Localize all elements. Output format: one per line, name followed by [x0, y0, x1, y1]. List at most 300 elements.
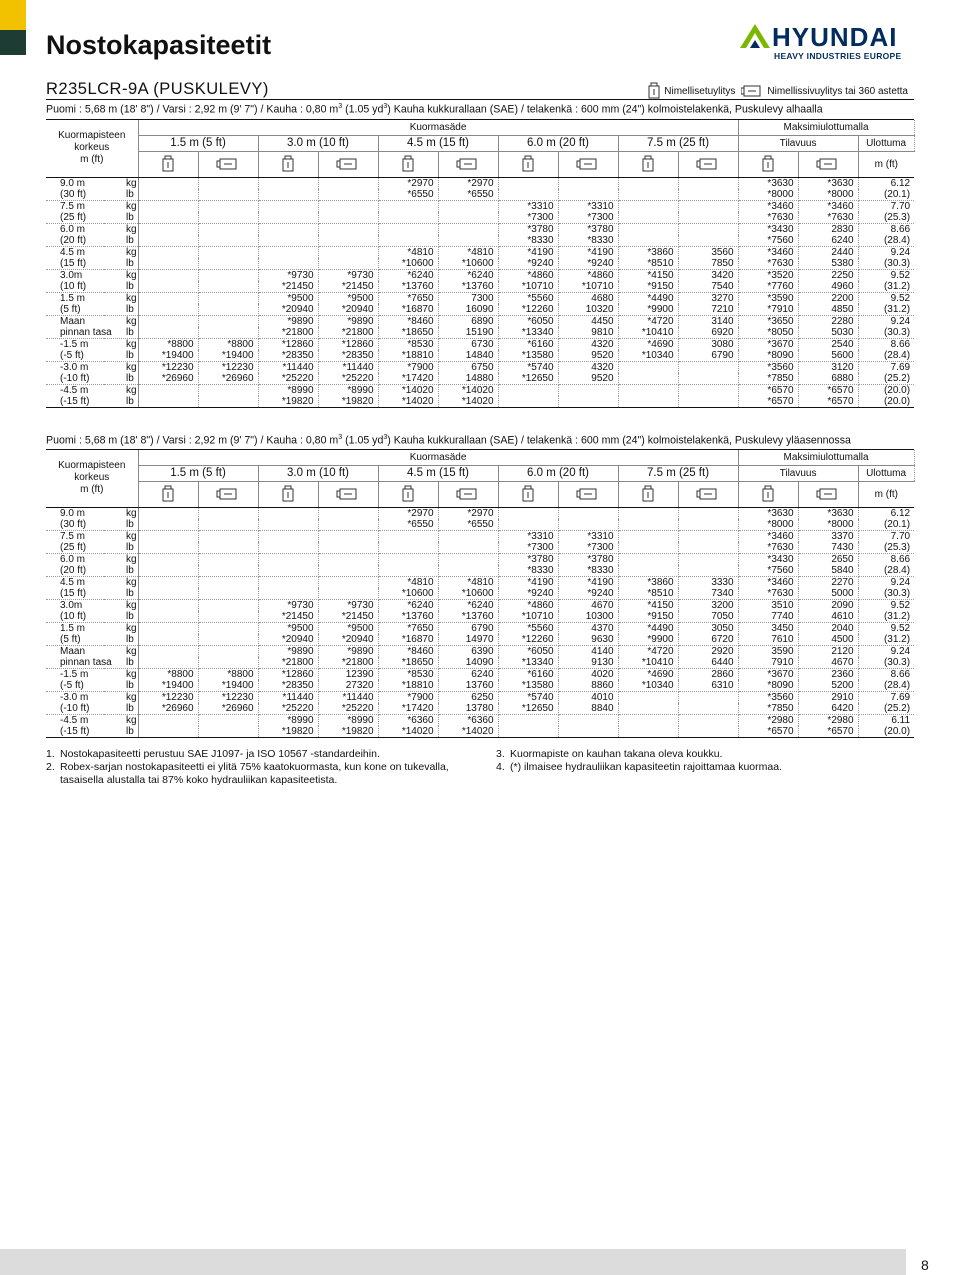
value-cell: [198, 726, 258, 738]
value-cell: 9810: [558, 327, 618, 339]
value-cell: *9500: [258, 622, 318, 634]
value-cell: *3460: [738, 530, 798, 542]
value-cell: *3780: [558, 223, 618, 235]
value-cell: *9900: [618, 634, 678, 646]
value-cell: [198, 622, 258, 634]
value-cell: *3590: [738, 292, 798, 304]
table-row: [46, 327, 914, 339]
radius-col-4: 6.0 m (20 ft): [498, 135, 618, 151]
value-cell: *19820: [318, 726, 378, 738]
value-cell: 2910: [798, 691, 858, 703]
value-cell: 8840: [558, 703, 618, 715]
value-cell: *4810: [438, 246, 498, 258]
value-cell: 4370: [558, 622, 618, 634]
value-cell: 14840: [438, 350, 498, 362]
value-cell: *8990: [258, 384, 318, 396]
value-cell: *28350: [258, 350, 318, 362]
value-cell: [138, 235, 198, 247]
value-cell: *9150: [618, 281, 678, 293]
height-cell: (25 ft): [46, 542, 104, 554]
unit-cell: kg: [104, 622, 138, 634]
value-cell: *6050: [498, 645, 558, 657]
value-cell: [198, 292, 258, 304]
height-cell: 3.0m: [60, 269, 83, 281]
value-cell: *6570: [738, 384, 798, 396]
value-cell: [678, 200, 738, 212]
value-cell: 9520: [558, 373, 618, 385]
value-cell: *6570: [738, 396, 798, 408]
value-cell: 4960: [798, 281, 858, 293]
table1-icon-row: [46, 151, 914, 177]
value-cell: *3630: [798, 507, 858, 519]
table-row: [46, 599, 914, 611]
value-cell: 7050: [678, 611, 738, 623]
value-cell: [198, 281, 258, 293]
value-cell: [138, 622, 198, 634]
value-cell: *7300: [498, 212, 558, 224]
value-cell: *8330: [498, 565, 558, 577]
value-cell: *4150: [618, 599, 678, 611]
value-cell: *14020: [378, 726, 438, 738]
value-cell: *25220: [318, 703, 378, 715]
value-cell: (25.3): [858, 212, 914, 224]
value-cell: 6790: [438, 622, 498, 634]
value-cell: *3630: [738, 177, 798, 189]
value-cell: [558, 396, 618, 408]
value-cell: *8990: [318, 714, 378, 726]
value-cell: [678, 553, 738, 565]
value-cell: 9520: [558, 350, 618, 362]
value-cell: *19400: [198, 350, 258, 362]
value-cell: *9890: [258, 645, 318, 657]
table-row: [46, 519, 914, 531]
radius-col-5: 7.5 m (25 ft): [618, 465, 738, 481]
value-cell: [618, 189, 678, 201]
value-cell: *6240: [438, 599, 498, 611]
value-cell: (20.0): [858, 396, 914, 408]
unit-cell: kg: [104, 246, 138, 258]
height-cell: (-5 ft): [46, 350, 104, 362]
value-cell: *7300: [558, 212, 618, 224]
height-cell: 4.5 m: [60, 576, 86, 588]
value-cell: 6250: [438, 691, 498, 703]
unit-cell: kg: [104, 338, 138, 350]
value-cell: [618, 396, 678, 408]
value-cell: *11440: [258, 361, 318, 373]
value-cell: *25220: [258, 373, 318, 385]
height-cell: -4.5 m: [60, 714, 89, 726]
value-cell: [138, 657, 198, 669]
value-cell: [618, 384, 678, 396]
value-cell: *7560: [738, 235, 798, 247]
value-cell: [378, 542, 438, 554]
height-header: Kuormapisteen korkeus m (ft): [46, 120, 138, 177]
value-cell: 8.66: [890, 338, 911, 350]
value-cell: *21450: [318, 611, 378, 623]
height-cell: (5 ft): [46, 304, 104, 316]
value-cell: *7650: [378, 292, 438, 304]
unit-cell: lb: [104, 396, 138, 408]
value-cell: *19400: [138, 350, 198, 362]
value-cell: *3430: [738, 223, 798, 235]
value-cell: *4810: [378, 576, 438, 588]
capacity-header: Tilavuus: [738, 135, 858, 151]
table-row: [46, 530, 914, 542]
value-cell: *9240: [558, 588, 618, 600]
value-cell: [198, 304, 258, 316]
reach-unit: m (ft): [858, 481, 914, 507]
value-cell: [138, 269, 198, 281]
value-cell: *4720: [618, 315, 678, 327]
value-cell: [258, 258, 318, 270]
value-cell: *3310: [498, 200, 558, 212]
height-cell: -3.0 m: [60, 361, 89, 373]
front-load-icon: [618, 151, 678, 177]
value-cell: [678, 542, 738, 554]
legend-side-label: Nimellissivuylitys tai 360 astetta: [767, 85, 908, 97]
unit-cell: kg: [104, 507, 138, 519]
value-cell: [678, 373, 738, 385]
value-cell: *3780: [558, 553, 618, 565]
value-cell: (30.3): [858, 258, 914, 270]
value-cell: 2540: [798, 338, 858, 350]
value-cell: *8800: [198, 668, 258, 680]
value-cell: 15190: [438, 327, 498, 339]
value-cell: [318, 588, 378, 600]
radius-col-4: 6.0 m (20 ft): [498, 465, 618, 481]
value-cell: *3310: [498, 530, 558, 542]
value-cell: [498, 396, 558, 408]
value-cell: *6550: [438, 189, 498, 201]
value-cell: *13580: [498, 680, 558, 692]
unit-cell: lb: [104, 189, 138, 201]
value-cell: 6.11: [891, 714, 911, 726]
value-cell: 16090: [438, 304, 498, 316]
load-radius-header: Kuormasäde: [138, 450, 738, 465]
value-cell: *8510: [618, 588, 678, 600]
value-cell: [378, 530, 438, 542]
value-cell: *6360: [438, 714, 498, 726]
value-cell: 7850: [678, 258, 738, 270]
value-cell: [618, 726, 678, 738]
unit-cell: lb: [104, 588, 138, 600]
value-cell: *5560: [498, 622, 558, 634]
value-cell: *8330: [558, 565, 618, 577]
value-cell: [618, 703, 678, 715]
value-cell: (31.2): [858, 611, 914, 623]
value-cell: 3120: [798, 361, 858, 373]
front-load-icon: [498, 481, 558, 507]
value-cell: *3780: [498, 553, 558, 565]
value-cell: *8000: [798, 189, 858, 201]
value-cell: 6310: [678, 680, 738, 692]
value-cell: *6160: [498, 668, 558, 680]
value-cell: [138, 565, 198, 577]
reach-header: Ulottuma: [858, 135, 914, 151]
table-row: [46, 622, 914, 634]
value-cell: [198, 235, 258, 247]
logo-wordmark: HYUNDAI: [772, 22, 898, 52]
table-row: [46, 565, 914, 577]
unit-cell: kg: [104, 668, 138, 680]
table-row: [46, 553, 914, 565]
value-cell: 5030: [798, 327, 858, 339]
value-cell: *18810: [378, 350, 438, 362]
value-cell: [138, 212, 198, 224]
value-cell: *3460: [738, 576, 798, 588]
unit-cell: kg: [104, 599, 138, 611]
value-cell: 27320: [318, 680, 378, 692]
value-cell: *6570: [738, 726, 798, 738]
value-cell: 2360: [798, 668, 858, 680]
unit-cell: lb: [104, 281, 138, 293]
value-cell: *3460: [798, 200, 858, 212]
unit-cell: kg: [104, 200, 138, 212]
value-cell: [138, 384, 198, 396]
value-cell: 9.24: [890, 645, 911, 657]
value-cell: [258, 246, 318, 258]
value-cell: *9150: [618, 611, 678, 623]
table-row: [46, 292, 914, 304]
value-cell: 5380: [798, 258, 858, 270]
unit-cell: lb: [104, 680, 138, 692]
table-row: [46, 338, 914, 350]
value-cell: [438, 235, 498, 247]
value-cell: [198, 258, 258, 270]
value-cell: [258, 212, 318, 224]
value-cell: [258, 576, 318, 588]
value-cell: *8990: [318, 384, 378, 396]
side-load-icon: [678, 481, 738, 507]
value-cell: (28.4): [858, 680, 914, 692]
value-cell: *12650: [498, 373, 558, 385]
value-cell: [678, 530, 738, 542]
value-cell: 2280: [798, 315, 858, 327]
value-cell: [378, 223, 438, 235]
value-cell: [258, 542, 318, 554]
value-cell: *10710: [498, 611, 558, 623]
value-cell: [618, 212, 678, 224]
value-cell: [138, 200, 198, 212]
unit-cell: lb: [104, 611, 138, 623]
value-cell: *12650: [498, 703, 558, 715]
value-cell: 7210: [678, 304, 738, 316]
value-cell: [378, 553, 438, 565]
unit-cell: lb: [104, 726, 138, 738]
table-row: [46, 223, 914, 235]
value-cell: 2830: [798, 223, 858, 235]
value-cell: (25.2): [858, 373, 914, 385]
value-cell: [318, 212, 378, 224]
height-cell: 7.5 m: [60, 530, 86, 542]
unit-cell: lb: [104, 519, 138, 531]
value-cell: *21450: [258, 281, 318, 293]
value-cell: *10340: [618, 350, 678, 362]
table-row: [46, 373, 914, 385]
value-cell: 7300: [438, 292, 498, 304]
value-cell: *4190: [558, 246, 618, 258]
table-row: [46, 611, 914, 623]
value-cell: *6360: [378, 714, 438, 726]
height-cell: 4.5 m: [60, 246, 86, 258]
value-cell: 4140: [558, 645, 618, 657]
value-cell: *12230: [198, 361, 258, 373]
value-cell: [138, 542, 198, 554]
table-row: [46, 657, 914, 669]
model-name: R235LCR-9A (PUSKULEVY): [46, 80, 269, 98]
value-cell: *9240: [558, 258, 618, 270]
value-cell: [498, 519, 558, 531]
value-cell: (31.2): [858, 304, 914, 316]
value-cell: *3630: [738, 507, 798, 519]
table-row: [46, 703, 914, 715]
front-load-icon: [378, 151, 438, 177]
value-cell: *19820: [258, 396, 318, 408]
value-cell: *7630: [738, 542, 798, 554]
value-cell: 3080: [678, 338, 738, 350]
value-cell: [558, 177, 618, 189]
value-cell: 7740: [738, 611, 798, 623]
value-cell: [318, 576, 378, 588]
corner-accent-yellow: [0, 0, 26, 30]
value-cell: [678, 703, 738, 715]
value-cell: *4860: [558, 269, 618, 281]
value-cell: 3370: [798, 530, 858, 542]
value-cell: *3780: [498, 223, 558, 235]
radius-col-3: 4.5 m (15 ft): [378, 135, 498, 151]
value-cell: 3140: [678, 315, 738, 327]
value-cell: 7540: [678, 281, 738, 293]
value-cell: [618, 373, 678, 385]
value-cell: *8530: [378, 668, 438, 680]
table-row: [46, 588, 914, 600]
value-cell: [138, 396, 198, 408]
value-cell: *8460: [378, 645, 438, 657]
value-cell: (28.4): [858, 350, 914, 362]
height-cell: pinnan tasa: [46, 657, 104, 669]
value-cell: [318, 507, 378, 519]
value-cell: 2920: [678, 645, 738, 657]
logo-subtitle: HEAVY INDUSTRIES EUROPE: [774, 51, 902, 61]
corner-accent-green: [0, 30, 26, 55]
value-cell: [678, 691, 738, 703]
unit-cell: lb: [104, 634, 138, 646]
value-cell: 4680: [558, 292, 618, 304]
front-load-icon: [138, 151, 198, 177]
value-cell: *7900: [378, 361, 438, 373]
value-cell: [138, 611, 198, 623]
value-cell: [138, 599, 198, 611]
value-cell: 5200: [798, 680, 858, 692]
value-cell: *3460: [738, 246, 798, 258]
height-cell: (15 ft): [46, 258, 104, 270]
unit-cell: kg: [104, 292, 138, 304]
value-cell: [318, 177, 378, 189]
value-cell: *10340: [618, 680, 678, 692]
value-cell: *4190: [498, 576, 558, 588]
value-cell: *6240: [438, 269, 498, 281]
value-cell: [198, 396, 258, 408]
value-cell: 7910: [738, 657, 798, 669]
value-cell: [678, 396, 738, 408]
value-cell: 4010: [558, 691, 618, 703]
unit-cell: lb: [104, 258, 138, 270]
value-cell: [258, 223, 318, 235]
value-cell: 7610: [738, 634, 798, 646]
value-cell: [138, 576, 198, 588]
value-cell: 13760: [438, 680, 498, 692]
height-cell: pinnan tasa: [46, 327, 104, 339]
value-cell: *16870: [378, 634, 438, 646]
value-cell: *10600: [378, 258, 438, 270]
value-cell: *9240: [498, 588, 558, 600]
value-cell: *7300: [558, 542, 618, 554]
value-cell: 9.52: [890, 292, 911, 304]
value-cell: 4020: [558, 668, 618, 680]
value-cell: 6750: [438, 361, 498, 373]
value-cell: [138, 304, 198, 316]
value-cell: *9730: [318, 269, 378, 281]
value-cell: *10410: [618, 327, 678, 339]
table1-body: [46, 177, 914, 407]
value-cell: *8510: [618, 258, 678, 270]
value-cell: *2970: [378, 177, 438, 189]
value-cell: [558, 519, 618, 531]
value-cell: [198, 611, 258, 623]
value-cell: 9.24: [890, 246, 911, 258]
value-cell: *3630: [798, 177, 858, 189]
unit-cell: kg: [104, 269, 138, 281]
value-cell: *21800: [258, 327, 318, 339]
table2-body: [46, 507, 914, 737]
value-cell: 4670: [558, 599, 618, 611]
value-cell: *7300: [498, 542, 558, 554]
side-load-icon: [438, 481, 498, 507]
table2-header: [46, 450, 914, 507]
value-cell: [678, 726, 738, 738]
value-cell: [258, 177, 318, 189]
table-row: [46, 212, 914, 224]
value-cell: *2970: [438, 177, 498, 189]
value-cell: *7900: [378, 691, 438, 703]
table-row: [46, 269, 914, 281]
value-cell: 4670: [798, 657, 858, 669]
height-cell: -1.5 m: [60, 338, 89, 350]
height-cell: (-5 ft): [46, 680, 104, 692]
value-cell: *21800: [258, 657, 318, 669]
table-row: [46, 304, 914, 316]
value-cell: [258, 189, 318, 201]
height-cell: (-15 ft): [46, 396, 104, 408]
value-cell: (28.4): [858, 565, 914, 577]
value-cell: [198, 576, 258, 588]
value-cell: [198, 657, 258, 669]
table-row: [46, 576, 914, 588]
side-load-icon: [741, 85, 763, 97]
value-cell: *20940: [258, 304, 318, 316]
table-row: [46, 361, 914, 373]
value-cell: *6570: [798, 384, 858, 396]
value-cell: [678, 235, 738, 247]
value-cell: 7430: [798, 542, 858, 554]
value-cell: [318, 246, 378, 258]
value-cell: [198, 553, 258, 565]
value-cell: *8000: [738, 189, 798, 201]
value-cell: (20.0): [883, 384, 911, 396]
value-cell: *6550: [438, 519, 498, 531]
value-cell: *9240: [498, 258, 558, 270]
value-cell: *12860: [258, 668, 318, 680]
